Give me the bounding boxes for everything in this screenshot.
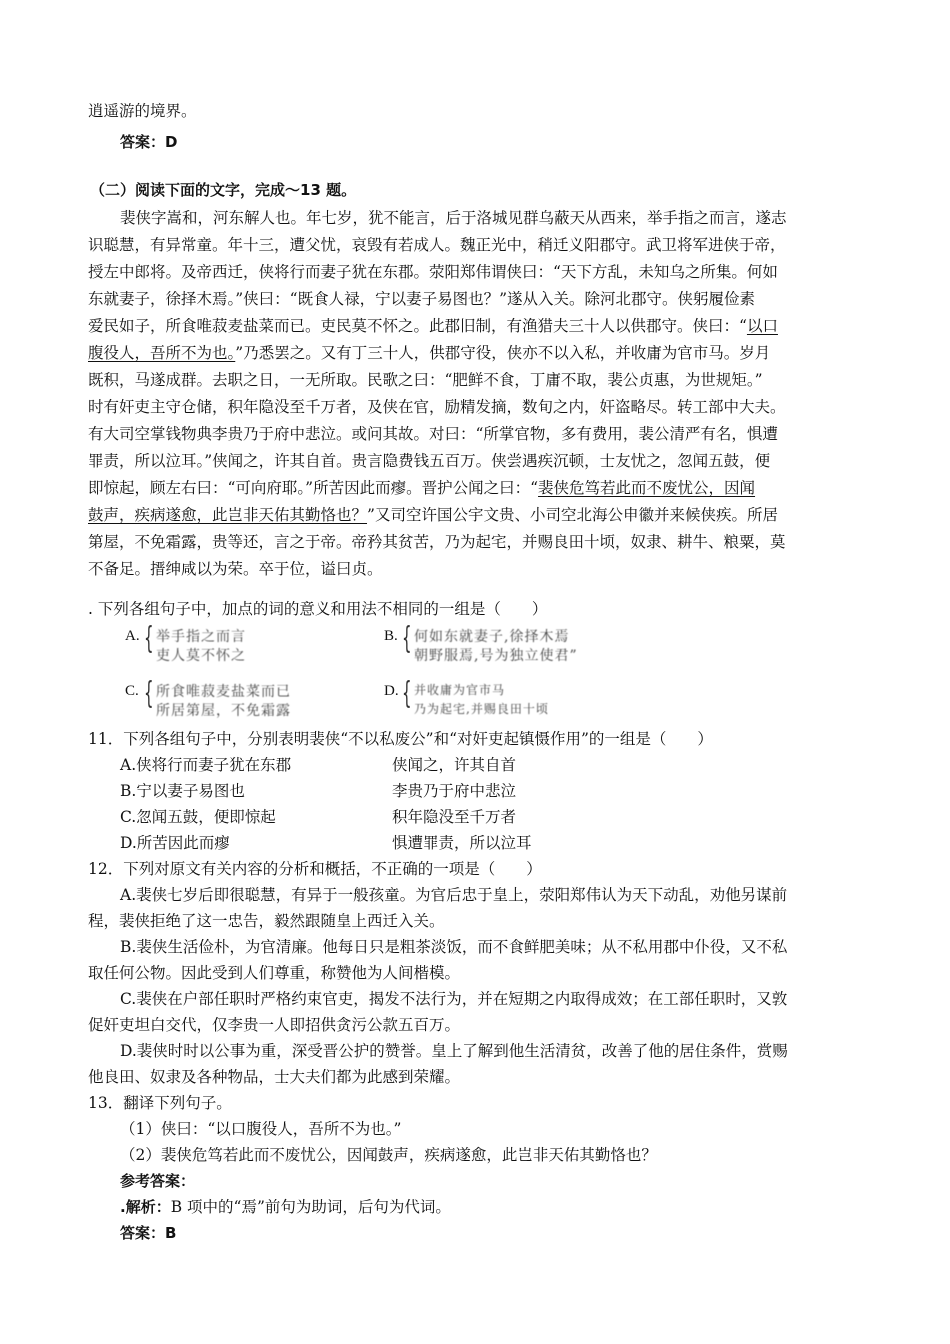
answer-line: 答案：D (120, 133, 178, 151)
translation-item: （2）裴侠危笃若此而不废忧公，因闻鼓声，疾病遂愈，此岂非天佑其勤恪也？ (120, 1146, 657, 1164)
option-label: C. (125, 683, 139, 699)
passage-line: 既积，马遂成群。去职之日，一无所取。民歌之曰：“肥鲜不食，丁庸不取，裴公贞惠，为世规矩。” (88, 371, 763, 389)
analysis-label: .解析： (120, 1198, 171, 1216)
underlined-sentence: 裴侠危笃若此而不废忧公，因闻 (538, 479, 756, 497)
passage-line: 不备足。搢绅咸以为荣。卒于位，谥曰贞。 (88, 560, 383, 578)
passage-line (88, 313, 778, 339)
brace-icon: { (144, 676, 154, 711)
option-line: 所居第屋，不免霜露 (156, 703, 291, 719)
option-text: D.裴侠时时以公事为重，深受晋公护的赞誉。皇上了解到他生活清贫，改善了他的居住条件，赏赐 (120, 1042, 788, 1060)
option-line: 吏人莫不怀之 (156, 648, 246, 664)
passage-line: 东就妻子，徐择木焉。”侠曰：“既食人禄，宁以妻子易图也？”遂从入关。除河北郡守。侠躬履俭素 (88, 290, 756, 308)
option-text: 程，裴侠拒绝了这一忠告，毅然跟随皇上西迁入关。 (88, 912, 445, 930)
passage-line: 第屋，不免霜露，贵等还，言之于帝。帝矜其贫苦，乃为起宅，并赐良田十顷，奴隶、耕牛、粮粟，莫 (88, 533, 786, 551)
brace-icon: { (402, 621, 412, 656)
passage-line: 授左中郎将。及帝西迁，侠将行而妻子犹在东郡。荥阳郑伟谓侠曰：“天下方乱，未知乌之所集。何如 (88, 263, 778, 281)
option-line: 朝野服焉,号为独立使君” (414, 648, 578, 664)
passage-segment: ”乃悉罢之。又有丁三十人，供郡守役，侠亦不以入私，并收庸为官市马。岁月 (235, 344, 771, 362)
analysis-line (120, 1194, 451, 1220)
option-left: A.侠将行而妻子犹在东郡 (120, 756, 292, 774)
option-line: 乃为起宅,并赐良田十顷 (414, 702, 549, 716)
option-text: C.裴侠在户部任职时严格约束官吏，揭发不法行为，并在短期之内取得成效；在工部任职时，又敦 (120, 990, 788, 1008)
passage-line: 时有奸吏主守仓储，积年隐没至千万者，及侠在官，励精发摘，数旬之内，奸盗略尽。转工部中大夫。 (88, 398, 786, 416)
reference-answer-label: 参考答案： (120, 1172, 196, 1190)
option-label: A. (125, 628, 140, 644)
option-text: A.裴侠七岁后即很聪慧，有异于一般孩童。为官后忠于皇上，荥阳郑伟认为天下动乱，劝他另谋前 (120, 886, 788, 904)
text-line: 逍遥游的境界。 (88, 102, 197, 120)
passage-line: 裴侠字嵩和，河东解人也。年七岁，犹不能言，后于洛城见群乌蔽天从西来，举手指之而言，遂志 (120, 209, 787, 227)
question-10-stem: . 下列各组句子中，加点的词的意义和用法不相同的一组是（ ） (88, 600, 548, 618)
option-left: B.宁以妻子易图也 (120, 782, 245, 800)
passage-line (88, 475, 755, 501)
option-line: 并收庸为官市马 (414, 683, 506, 697)
passage-line: 罪责，所以泣耳。”侠闻之，许其自首。贵言隐费钱五百万。侠尝遇疾沉顿，士友忧之，忽闻五鼓，便 (88, 452, 771, 470)
question-13-stem: 13．翻译下列句子。 (88, 1094, 232, 1112)
option-line: 所食唯菽麦盐菜而已 (156, 684, 291, 700)
option-right: 惧遭罪责，所以泣耳 (392, 834, 532, 852)
option-right: 侠闻之，许其自首 (392, 756, 517, 774)
option-text: 取任何公物。因此受到人们尊重，称赞他为人间楷模。 (88, 964, 461, 982)
section-heading: （二）阅读下面的文字，完成～13 题。 (90, 181, 357, 199)
passage-line: 识聪慧，有异常童。年十三，遭父忧，哀毁有若成人。魏正光中，稍迁义阳郡守。武卫将军进侠于帝， (88, 236, 786, 254)
passage-segment: 爱民如子，所食唯菽麦盐菜而已。吏民莫不怀之。此郡旧制，有渔猎夫三十人以供郡守。侠曰：“ (88, 317, 747, 335)
passage-line: 有大司空掌钱物典李贵乃于府中悲泣。或问其故。对曰：“所掌官物，多有费用，裴公清严有名，惧遭 (88, 425, 778, 443)
underlined-sentence: 以口 (746, 317, 778, 335)
translation-item: （1）侠曰：“以口腹役人，吾所不为也。” (120, 1120, 402, 1138)
option-left: D.所苦因此而瘳 (120, 834, 230, 852)
option-text: B.裴侠生活俭朴，为官清廉。他每日只是粗茶淡饭，而不食鲜肥美味；从不私用郡中仆役，又不私 (120, 938, 788, 956)
option-right: 李贵乃于府中悲泣 (392, 782, 517, 800)
option-text: 促奸吏坦白交代，仅李贵一人即招供贪污公款五百万。 (88, 1016, 461, 1034)
underlined-sentence: 鼓声，疾病遂愈，此岂非天佑其勤恪也？ (88, 506, 368, 524)
question-11-stem: 11．下列各组句子中，分别表明裴侠“不以私废公”和“对奸吏起镇慑作用”的一组是（ ） (88, 730, 713, 748)
passage-segment: 即惊起，顾左右曰：“可向府耶。”所苦因此而瘳。晋护公闻之曰：“ (88, 479, 539, 497)
question-12-stem: 12．下列对原文有关内容的分析和概括，不正确的一项是（ ） (88, 860, 542, 878)
passage-line (88, 502, 778, 528)
option-right: 积年隐没至千万者 (392, 808, 517, 826)
option-line: 举手指之而言 (156, 629, 246, 645)
option-left: C.忽闻五鼓，便即惊起 (120, 808, 276, 826)
passage-line (88, 340, 770, 366)
option-text: 他良田、奴隶及各种物品，士大夫们都为此感到荣耀。 (88, 1068, 461, 1086)
answer-line: 答案：B (120, 1224, 177, 1242)
option-label: D. (384, 683, 399, 699)
underlined-sentence: 腹役人，吾所不为也。 (88, 344, 236, 362)
analysis-text: B 项中的“焉”前句为助词，后句为代词。 (170, 1198, 451, 1216)
passage-segment: ”又司空许国公宇文贵、小司空北海公申徽并来候侠疾。所居 (367, 506, 778, 524)
option-label: B. (384, 628, 398, 644)
option-line: 何如东就妻子,徐择木焉 (414, 629, 570, 645)
brace-icon: { (144, 621, 154, 656)
brace-icon: { (402, 676, 412, 711)
